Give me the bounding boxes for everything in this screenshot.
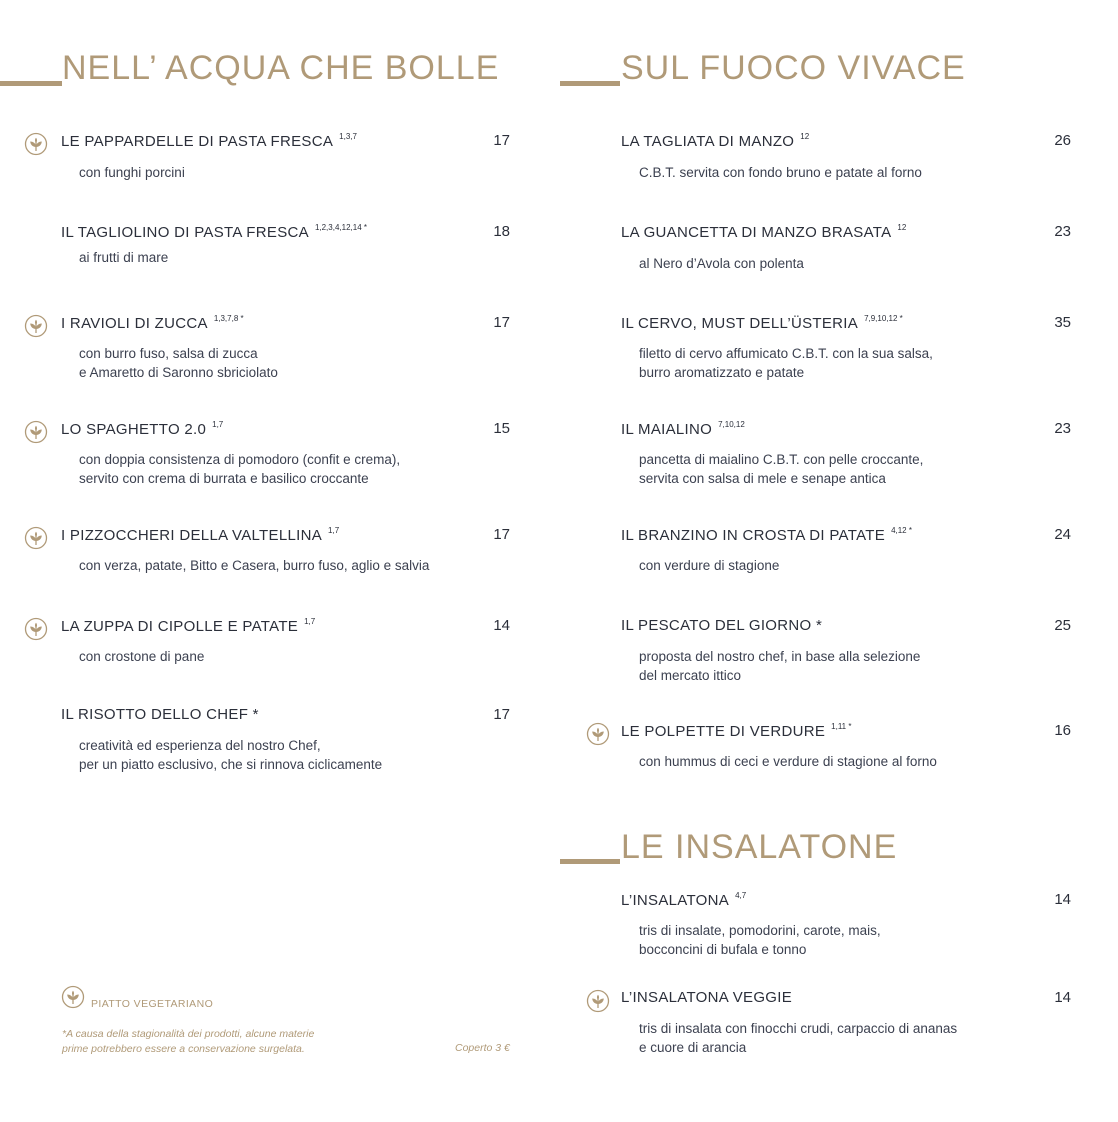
- menu-item: [621, 989, 1071, 1055]
- menu-item-description: con doppia consistenza di pomodoro (confit e crema), servito con crema di burrata e basilico croccante: [79, 452, 401, 486]
- legend-veg-label: PIATTO VEGETARIANO: [91, 998, 214, 1010]
- leaf-circle-icon: [24, 420, 48, 444]
- menu-item-title: I RAVIOLI DI ZUCCA: [61, 315, 208, 332]
- menu-item-price: 35: [1054, 314, 1071, 331]
- menu-item-price: 16: [1054, 722, 1071, 739]
- menu-item-description: con funghi porcini: [79, 165, 185, 180]
- menu-item-name: [621, 989, 792, 1006]
- menu-item-price: 26: [1054, 132, 1071, 149]
- menu-item-name: [621, 420, 745, 438]
- menu-item-title: IL CERVO, MUST DELL’ÜSTERIA: [621, 315, 859, 332]
- menu-item-description: proposta del nostro chef, in base alla selezione del mercato ittico: [639, 649, 921, 683]
- allergen-codes: 12: [897, 223, 907, 232]
- menu-item-title: IL PESCATO DEL GIORNO *: [621, 617, 823, 634]
- menu-item-name: [621, 223, 906, 241]
- allergen-codes: 7,9,10,12 *: [864, 314, 903, 323]
- menu-item: [61, 132, 510, 192]
- menu-item-name: [61, 132, 357, 150]
- menu-item-title: LA TAGLIATA DI MANZO: [621, 133, 795, 150]
- menu-item-title: LO SPAGHETTO 2.0: [61, 421, 207, 438]
- menu-item: [621, 891, 1071, 957]
- allergen-codes: 7,10,12: [718, 420, 745, 429]
- menu-item-price: 17: [493, 314, 510, 331]
- footnote-surgelato: *A causa della stagionalità dei prodotti, alcune materie prime potrebbero essere a conservazione surgelata.: [62, 1028, 315, 1055]
- menu-item-price: 14: [1054, 891, 1071, 908]
- menu-item-name: [61, 223, 367, 241]
- menu-item-title: IL MAIALINO: [621, 421, 713, 438]
- menu-item: [621, 132, 1071, 192]
- menu-item-description: al Nero d’Avola con polenta: [639, 256, 804, 271]
- menu-item-name: [621, 891, 746, 909]
- menu-item: [621, 722, 1071, 782]
- allergen-codes: 1,7: [304, 617, 316, 626]
- menu-item: [61, 420, 510, 486]
- section-bar-acqua: [0, 81, 62, 86]
- leaf-circle-icon: [24, 617, 48, 641]
- menu-item: [61, 223, 510, 283]
- menu-item-title: LA GUANCETTA DI MANZO BRASATA: [621, 224, 892, 241]
- allergen-codes: 1,7: [328, 526, 340, 535]
- leaf-circle-icon: [24, 314, 48, 338]
- allergen-codes: 1,3,7,8 *: [213, 314, 244, 323]
- menu-item-price: 17: [493, 526, 510, 543]
- menu-item-description: C.B.T. servita con fondo bruno e patate al forno: [639, 165, 922, 180]
- allergen-codes: 1,11 *: [831, 722, 852, 731]
- leaf-circle-icon: [586, 989, 610, 1013]
- menu-item-title: L’INSALATONA: [621, 892, 730, 909]
- allergen-codes: 1,3,7: [339, 132, 357, 141]
- leaf-circle-icon: [61, 985, 85, 1009]
- menu-item-title: IL BRANZINO IN CROSTA DI PATATE: [621, 527, 886, 544]
- menu-item-name: [61, 314, 244, 332]
- menu-item: [621, 617, 1071, 683]
- menu-item: [61, 706, 510, 772]
- section-bar-insalatone: [560, 859, 620, 864]
- allergen-codes: 1,7: [212, 420, 224, 429]
- menu-item-price: 25: [1054, 617, 1071, 634]
- menu-item-name: [61, 420, 223, 438]
- menu-item-name: [621, 526, 912, 544]
- leaf-circle-icon: [586, 722, 610, 746]
- menu-item: [621, 223, 1071, 283]
- menu-item-description: con verza, patate, Bitto e Casera, burro fuso, aglio e salvia: [79, 558, 430, 573]
- menu-item-description: filetto di cervo affumicato C.B.T. con la sua salsa, burro aromatizzato e patate: [639, 346, 933, 380]
- menu-item-description: pancetta di maialino C.B.T. con pelle croccante, servita con salsa di mele e senape antica: [639, 452, 924, 486]
- menu-item-price: 15: [493, 420, 510, 437]
- menu-item-name: [61, 526, 339, 544]
- menu-item: [621, 420, 1071, 486]
- menu-item-title: L’INSALATONA VEGGIE: [621, 989, 793, 1006]
- menu-item-description: creatività ed esperienza del nostro Chef, per un piatto esclusivo, che si rinnova ciclicamente: [79, 738, 383, 772]
- menu-item-description: con verdure di stagione: [639, 558, 780, 573]
- menu-item-description: tris di insalata con finocchi crudi, carpaccio di ananas e cuore di arancia: [639, 1021, 958, 1055]
- menu-item-name: [621, 132, 809, 150]
- menu-item-description: con hummus di ceci e verdure di stagione al forno: [639, 754, 937, 769]
- section-title-insalatone: LE INSALATONE: [621, 828, 898, 866]
- menu-item-name: [621, 314, 903, 332]
- menu-item-name: [61, 617, 315, 635]
- menu-item: [621, 314, 1071, 380]
- menu-item-name: [621, 722, 851, 740]
- allergen-codes: 4,12 *: [891, 526, 912, 535]
- menu-item-price: 24: [1054, 526, 1071, 543]
- leaf-circle-icon: [24, 132, 48, 156]
- menu-item: [61, 314, 510, 380]
- menu-item-price: 14: [493, 617, 510, 634]
- section-bar-fuoco: [560, 81, 620, 86]
- allergen-codes: 12: [800, 132, 810, 141]
- menu-item-price: 17: [493, 132, 510, 149]
- menu-item-description: tris di insalate, pomodorini, carote, mais, bocconcini di bufala e tonno: [639, 923, 881, 957]
- menu-item-title: I PIZZOCCHERI DELLA VALTELLINA: [61, 527, 323, 544]
- menu-item-price: 23: [1054, 223, 1071, 240]
- section-title-fuoco: SUL FUOCO VIVACE: [621, 49, 966, 87]
- menu-item-description: con burro fuso, salsa di zucca e Amaretto di Saronno sbriciolato: [79, 346, 278, 380]
- menu-item-price: 23: [1054, 420, 1071, 437]
- menu-item-price: 17: [493, 706, 510, 723]
- leaf-circle-icon: [24, 526, 48, 550]
- section-title-acqua: NELL’ ACQUA CHE BOLLE: [62, 49, 500, 87]
- menu-item-description: con crostone di pane: [79, 649, 205, 664]
- menu-item-price: 18: [493, 223, 510, 240]
- coperto-note: Coperto 3 €: [455, 1042, 510, 1054]
- allergen-codes: 4,7: [735, 891, 747, 900]
- menu-item-name: [621, 617, 822, 634]
- menu-item-price: 14: [1054, 989, 1071, 1006]
- menu-item-description: ai frutti di mare: [79, 250, 169, 265]
- menu-item-title: LE POLPETTE DI VERDURE: [621, 723, 826, 740]
- menu-item-title: IL TAGLIOLINO DI PASTA FRESCA: [61, 224, 309, 241]
- menu-item: [61, 526, 510, 586]
- menu-item-title: LA ZUPPA DI CIPOLLE E PATATE: [61, 618, 299, 635]
- menu-item-title: LE PAPPARDELLE DI PASTA FRESCA: [61, 133, 334, 150]
- allergen-codes: 1,2,3,4,12,14 *: [314, 223, 367, 232]
- menu-item: [621, 526, 1071, 586]
- menu-item-name: [61, 706, 259, 723]
- menu-item: [61, 617, 510, 677]
- menu-item-title: IL RISOTTO DELLO CHEF *: [61, 706, 259, 723]
